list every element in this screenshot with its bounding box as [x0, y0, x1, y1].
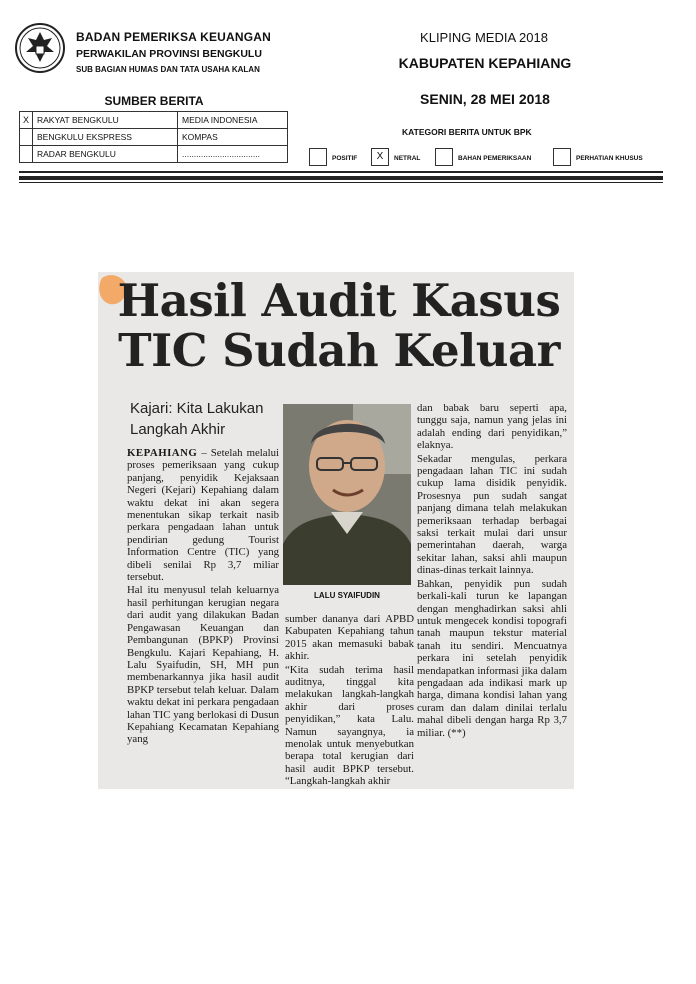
kategori-label: POSITIF [332, 155, 358, 162]
paragraph: Hal itu menyusul telah keluarnya hasil perhitungan kerugian negara dari audit yang dilakukan Badan Pengawasan Keuangan dan Pembangunan (BPKP) Provinsi Bengkulu. Kajari Kepahiang, H. Lalu Syaifudin, SH, MH pun membenarkannya jika hasil audit BPKP tersebut telah keluar. Dalam waktu dekat ini perkara pengadaan lahan TIC yang berlokasi di Dusun Kepahiang Kecamatan Kepahiang yang [127, 584, 279, 746]
source-label: MEDIA INDONESIA [178, 112, 288, 129]
photo-caption: LALU SYAIFUDIN [314, 591, 380, 600]
kabupaten-title: KABUPATEN KEPAHIANG [398, 55, 572, 71]
subhead-line: Langkah Akhir [130, 421, 226, 438]
paragraph: sumber dananya dari APBD Kabupaten Kepahiang tahun 2015 akan memasuki babak akhir. [285, 613, 414, 663]
headline-line: TIC Sudah Keluar [118, 324, 560, 377]
article-column-2 [285, 613, 414, 789]
kategori-checkbox-positif[interactable] [309, 148, 327, 166]
portrait-photo [283, 404, 411, 585]
org-branch: PERWAKILAN PROVINSI BENGKULU [76, 48, 262, 60]
article-headline [108, 276, 570, 376]
source-checkbox[interactable]: X [20, 112, 33, 129]
source-label: RADAR BENGKULU [33, 146, 178, 163]
garuda-emblem-icon [14, 22, 66, 74]
source-label: RAKYAT BENGKULU [33, 112, 178, 129]
headline-line: Hasil Audit Kasus [117, 274, 561, 327]
sumber-berita-title: SUMBER BERITA [104, 94, 204, 108]
source-checkbox[interactable] [20, 129, 33, 146]
paragraph-text: – Setelah melalui proses pemeriksaan yang cukup panjang, penyidik Kejaksaan Negeri (Kejari) Kepahiang dalam waktu dekat ini akan segera menentukan sikap terkait nasib perkara pengadaan lahan untuk pendirian gedung Tourist Information Centre (TIC) yang dibeli senilai Rp 3,7 miliar tersebut. [127, 447, 279, 584]
article-column-3 [417, 402, 567, 740]
divider [19, 182, 663, 183]
paragraph: Sekadar mengulas, perkara pengadaan lahan TIC ini sudah cukup lama disidik penyidik. Prosesnya pun sudah sangat panjang dimana telah melakukan pemeriksaan terhadap berbagai saksi terkait mulai dari unsur pemerintahan daerah, warga sekitar lahan, saksi ahli maupun dinas-dinas terkait lainnya. [417, 452, 567, 577]
kliping-title: KLIPING MEDIA 2018 [420, 30, 548, 45]
paragraph: dan babak baru seperti apa, tunggu saja, namun yang jelas ini adalah ending dari penyidikan,” elaknya. [417, 402, 567, 452]
date-label: SENIN, 28 MEI 2018 [420, 91, 550, 107]
table-row [20, 129, 288, 146]
source-label: BENGKULU EKSPRESS [33, 129, 178, 146]
paragraph: Bahkan, penyidik pun sudah berkali-kali turun ke lapangan dengan menghadirkan saksi ahli untuk mengecek kondisi topografi tanah maupun tekstur material tanah itu sendiri. Mencuatnya perkara ini setelah penyidik mendapatkan informasi jika dalam pengadaan ada indikasi mark up harga, dimana kondisi lahan yang curam dan dalam dinilai terlalu mahal dibeli dengan harga Rp 3,7 miliar. (**) [417, 577, 567, 739]
kategori-checkbox-netral[interactable]: X [371, 148, 389, 166]
kategori-checkbox-perhatian[interactable] [553, 148, 571, 166]
paragraph [127, 447, 279, 583]
source-other-field[interactable]: ................................. [178, 146, 288, 163]
article-column-1 [127, 447, 279, 747]
table-row [20, 146, 288, 163]
kategori-label: PERHATIAN KHUSUS [576, 155, 643, 162]
article-subhead [130, 398, 280, 440]
org-name: BADAN PEMERIKSA KEUANGAN [76, 30, 272, 44]
subhead-line: Kajari: Kita Lakukan [130, 400, 264, 417]
kategori-label: BAHAN PEMERIKSAAN [458, 155, 532, 162]
divider [19, 171, 663, 173]
divider [19, 176, 663, 180]
source-label: KOMPAS [178, 129, 288, 146]
kategori-checkbox-bahan[interactable] [435, 148, 453, 166]
kategori-label: NETRAL [394, 155, 421, 162]
paragraph: “Kita sudah terima hasil auditnya, tinggal kita melakukan langkah-langkah akhir dari proses penyidikan,” kata Lalu. Namun sayangnya, ia menolak untuk menyebutkan berapa total kerugian dari hasil audit BPKP tersebut. “Langkah-langkah akhir [285, 663, 414, 788]
sumber-berita-table [19, 111, 288, 163]
org-division: SUB BAGIAN HUMAS DAN TATA USAHA KALAN [76, 65, 260, 74]
kategori-title: KATEGORI BERITA UNTUK BPK [402, 127, 532, 137]
dateline: KEPAHIANG [127, 447, 198, 459]
source-checkbox[interactable] [20, 146, 33, 163]
table-row [20, 112, 288, 129]
